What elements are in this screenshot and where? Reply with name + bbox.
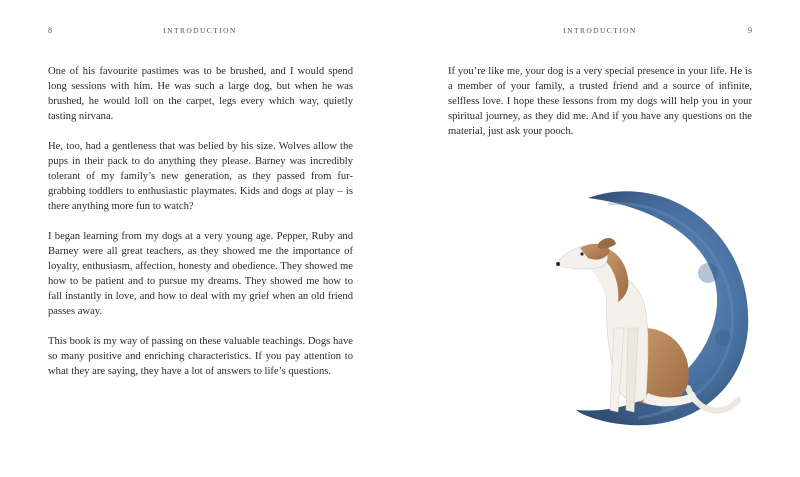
running-head: INTRODUCTION	[563, 26, 637, 35]
moon-dog-illustration	[548, 178, 758, 433]
paragraph: If you’re like me, your dog is a very special presence in your life. He is a member of your family, a trusted friend and a source of infinite, selfless love. I hope these lessons from my dogs will help you in your spiritual journey, as they did me. And if you have any questions on the material, just ask your pooch.	[448, 66, 752, 137]
body-text	[48, 64, 353, 394]
running-head: INTRODUCTION	[163, 26, 237, 35]
paragraph: I began learning from my dogs at a very young age. Pepper, Ruby and Barney were all great teachers, as they showed me the importance of loyalty, enthusiasm, affection, honesty and obedience. They showed me how to be patient and to pursue my dreams. They showed me how to fall instantly in love, and how to deal with my grief when an old friend passes away.	[48, 231, 353, 317]
paragraph: One of his favourite pastimes was to be brushed, and I would spend long sessions with him. He was such a large dog, but when he was brushed, he would loll on the carpet, legs every which way, quietly tasting nirvana.	[48, 66, 353, 122]
paragraph: This book is my way of passing on these valuable teachings. Dogs have so many positive and enriching characteristics. If you pay attention to what they are saying, they have a lot of answers to life’s questions.	[48, 336, 353, 377]
body-text	[448, 64, 752, 154]
paragraph: He, too, had a gentleness that was belied by his size. Wolves allow the pups in their pack to do anything they please. Barney was incredibly tolerant of my family’s new generation, as they passed from fur-grabbing toddlers to enthusiastic playmates. Kids and dogs at play – is there anything more fun to watch?	[48, 141, 353, 212]
page-number: 9	[748, 26, 752, 35]
page-number: 8	[48, 26, 52, 35]
right-page	[400, 0, 800, 477]
